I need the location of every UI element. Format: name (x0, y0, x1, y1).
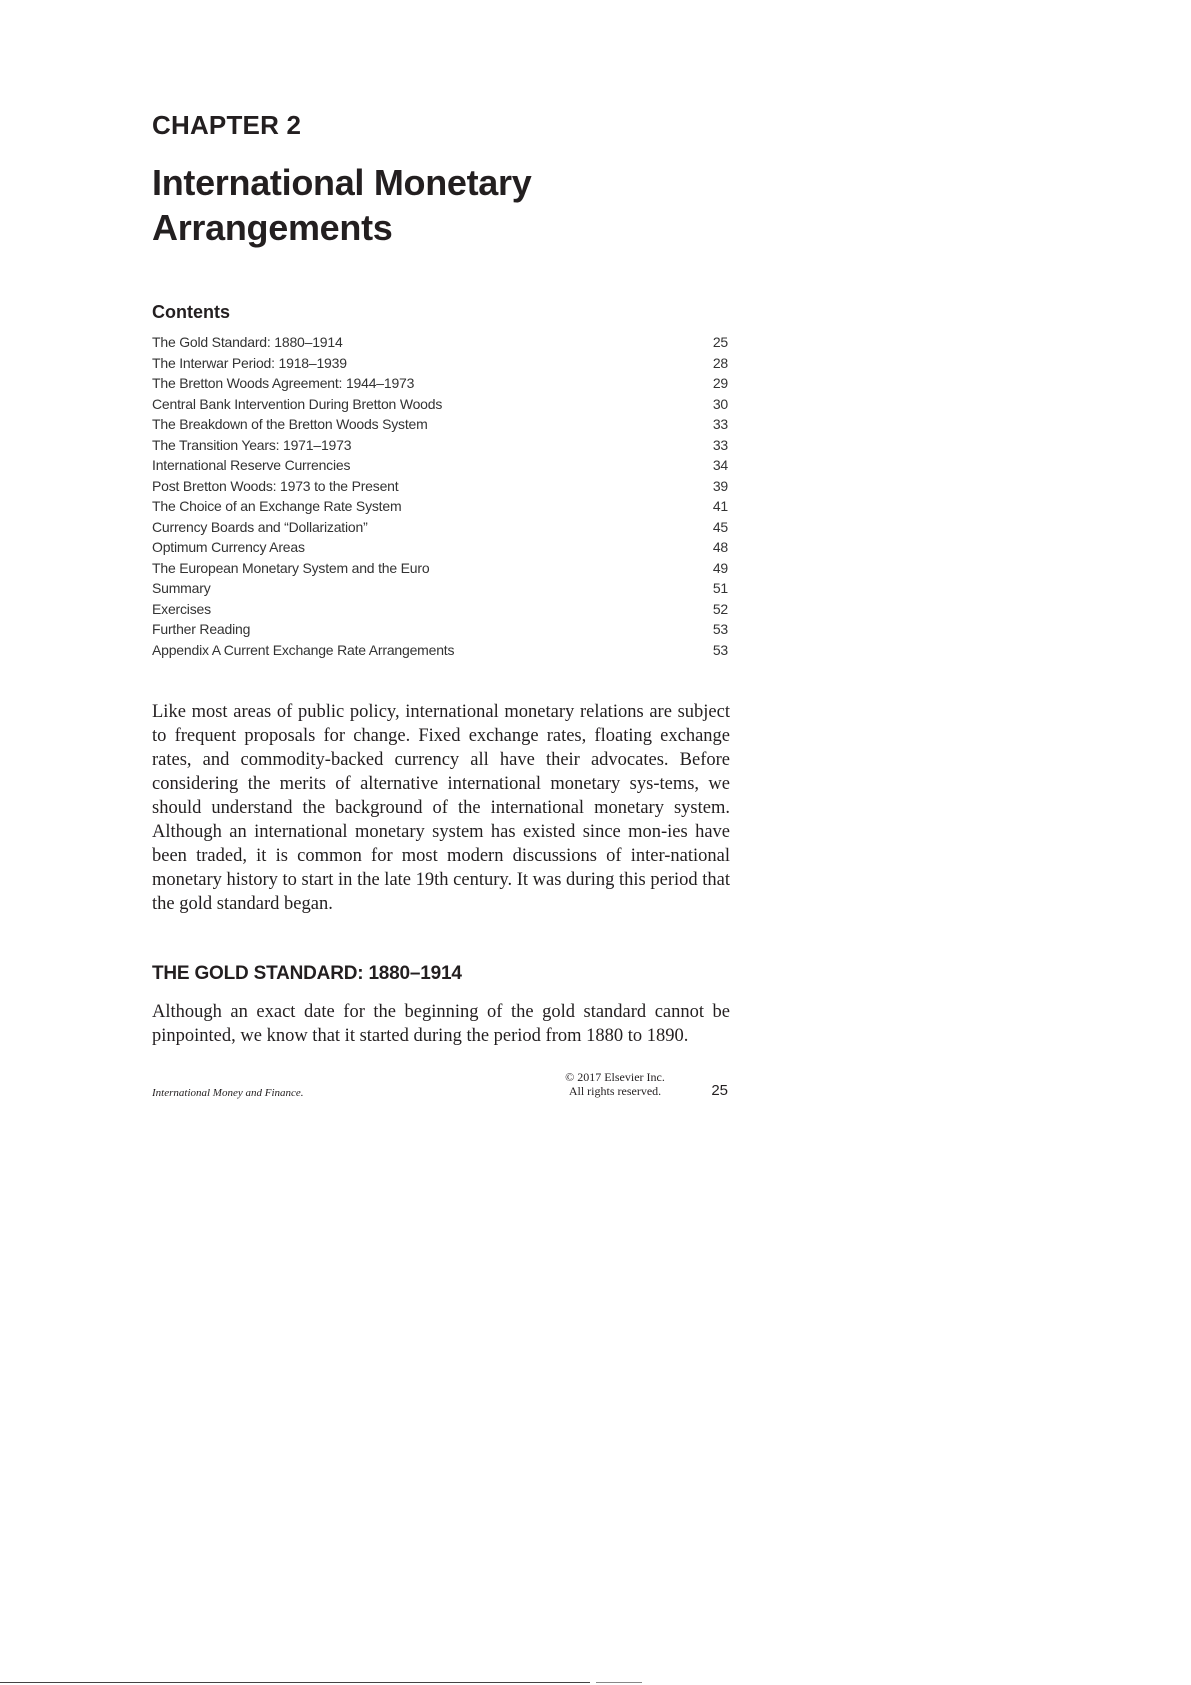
contents-heading: Contents (152, 302, 230, 322)
toc-item[interactable] (152, 496, 728, 517)
toc-item-title: The Bretton Woods Agreement: 1944–1973 (152, 375, 415, 391)
intro-paragraph: Like most areas of public policy, international monetary relations are subject to frequent proposals for change. Fixed exchange rates, floating exchange rates, and commodity-backed currency all have their advocates. Before considering the merits of alternative international monetary sys-tems, we should understand the background of the international monetary system. Although an international monetary system has existed since mon-ies have been traded, it is common for most modern discussions of inter-national monetary history to start in the late 19th century. It was during this period that the gold standard began. (152, 702, 730, 914)
toc-item[interactable] (152, 578, 728, 599)
toc-item-title: The Interwar Period: 1918–1939 (152, 354, 347, 371)
toc-item-page: 25 (712, 334, 728, 350)
toc-item-title: Optimum Currency Areas (152, 539, 305, 555)
toc-item[interactable] (152, 353, 728, 374)
chapter-title-line-1: International Monetary (152, 162, 532, 203)
toc-item[interactable] (152, 619, 728, 640)
chapter-title-line-2: Arrangements (152, 207, 393, 248)
copyright-line-2: All rights reserved. (568, 1084, 662, 1098)
toc-item-page: 30 (712, 395, 728, 412)
toc-item-page: 39 (712, 477, 728, 494)
toc-item[interactable] (152, 455, 728, 476)
toc-item[interactable] (152, 558, 728, 579)
toc-item[interactable] (152, 435, 728, 456)
copyright-line-1: © 2017 Elsevier Inc. (565, 1070, 665, 1084)
bottom-divider-short (596, 1682, 642, 1683)
toc-item-title: The Breakdown of the Bretton Woods System (152, 416, 428, 432)
toc-item-title: The Choice of an Exchange Rate System (152, 498, 402, 514)
toc-item-title: International Reserve Currencies (152, 457, 351, 473)
toc-item[interactable] (152, 373, 728, 394)
toc-item-page: 33 (712, 436, 728, 453)
table-of-contents (152, 332, 728, 660)
toc-item-page: 49 (712, 559, 728, 576)
page-number: 25 (711, 1082, 728, 1099)
toc-item-page: 51 (712, 580, 728, 596)
toc-item[interactable] (152, 599, 728, 620)
toc-item[interactable] (152, 517, 728, 538)
toc-item-page: 53 (712, 641, 728, 658)
toc-item-page: 41 (712, 498, 728, 514)
footer-copyright (545, 1070, 685, 1098)
footer-source-title: International Money and Finance. (152, 1087, 304, 1099)
toc-item[interactable] (152, 414, 728, 435)
chapter-label: CHAPTER 2 (152, 110, 302, 140)
toc-item[interactable] (152, 332, 728, 353)
chapter-title (152, 160, 712, 250)
toc-item-title: Summary (152, 580, 211, 596)
toc-item[interactable] (152, 537, 728, 558)
toc-item-page: 33 (712, 416, 728, 432)
toc-item-title: Central Bank Intervention During Bretton Woods (152, 395, 443, 412)
toc-item-page: 28 (712, 354, 728, 371)
page-footer (152, 1066, 730, 1110)
toc-item-title: Further Reading (152, 621, 251, 637)
toc-item-title: The Transition Years: 1971–1973 (152, 436, 352, 453)
toc-item-title: Currency Boards and “Dollarization” (152, 518, 368, 535)
toc-item-title: Post Bretton Woods: 1973 to the Present (152, 477, 399, 494)
toc-item-page: 52 (712, 600, 728, 617)
toc-item[interactable] (152, 476, 728, 497)
bottom-divider (0, 1682, 590, 1683)
toc-item-page: 34 (712, 457, 728, 473)
toc-item-title: Appendix A Current Exchange Rate Arrangements (152, 641, 455, 658)
toc-item-title: The Gold Standard: 1880–1914 (152, 334, 343, 350)
toc-item-title: The European Monetary System and the Euro (152, 559, 430, 576)
toc-item-page: 29 (712, 375, 728, 391)
section-heading: THE GOLD STANDARD: 1880–1914 (152, 963, 462, 984)
toc-item[interactable] (152, 394, 728, 415)
toc-item-page: 53 (712, 621, 728, 637)
toc-item-page: 48 (712, 539, 728, 555)
toc-item-title: Exercises (152, 600, 211, 617)
toc-item-page: 45 (712, 518, 728, 535)
toc-item[interactable] (152, 640, 728, 661)
section-paragraph: Although an exact date for the beginning of the gold standard cannot be pinpointed, we know that it started during the period from 1880 to 1890. (152, 1002, 730, 1046)
